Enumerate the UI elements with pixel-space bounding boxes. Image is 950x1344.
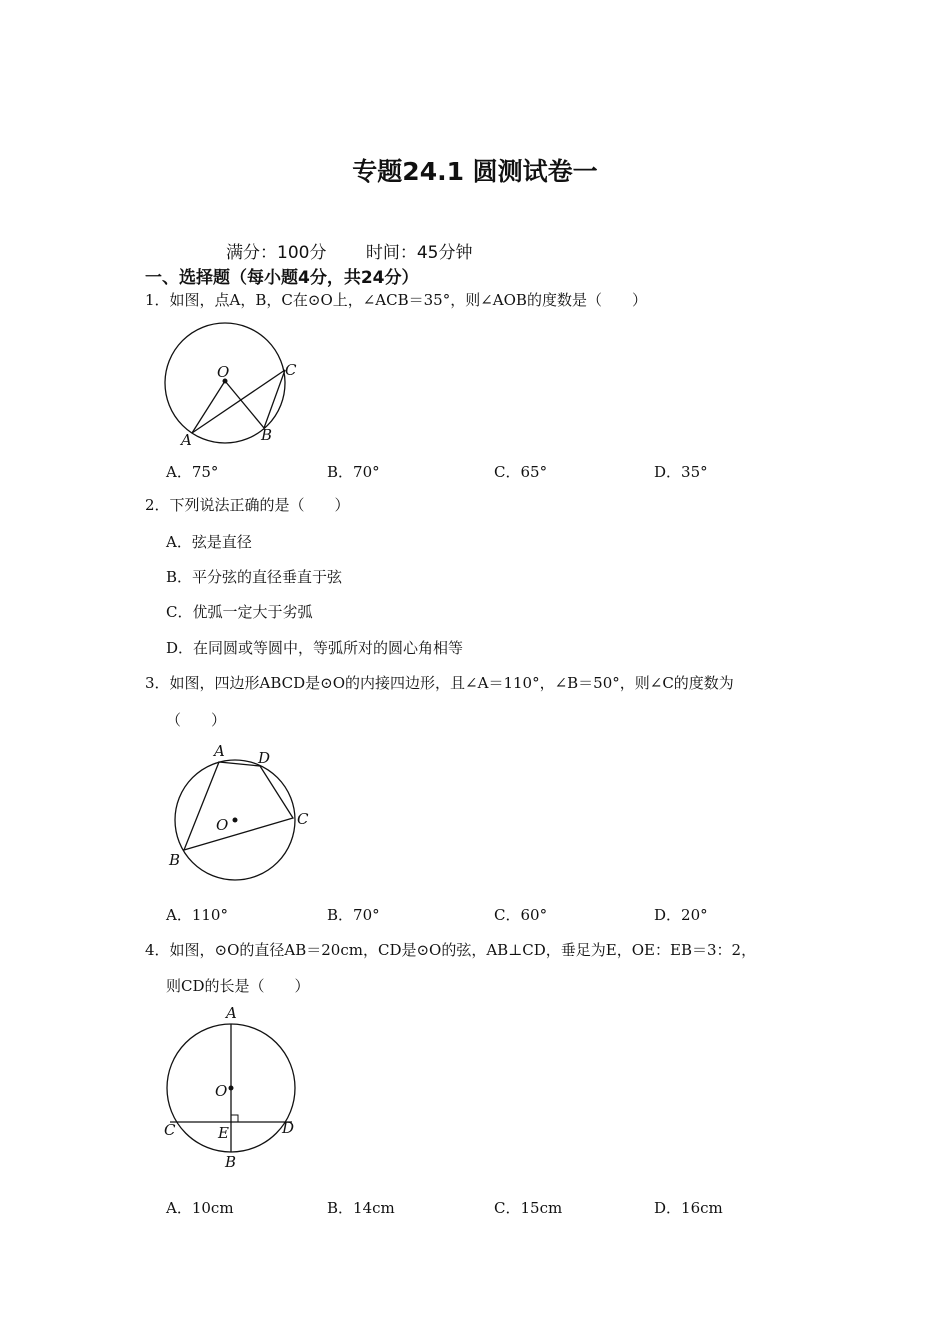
- q4-option-c[interactable]: C．15cm: [494, 1199, 563, 1217]
- q3-option-a[interactable]: A．110°: [166, 906, 228, 924]
- q2-option-a[interactable]: A．弦是直径: [166, 533, 252, 551]
- exam-meta: [226, 238, 507, 263]
- fig1-label-o: O: [217, 363, 230, 381]
- q4-option-a[interactable]: A．10cm: [166, 1199, 234, 1217]
- fig4-label-e: E: [218, 1124, 229, 1142]
- fig3-label-b: B: [169, 851, 181, 869]
- q4-option-b[interactable]: B．14cm: [327, 1199, 395, 1217]
- section-heading: 一、选择题（每小题4分，共24分）: [145, 268, 419, 288]
- question-4-stem: 4．如图，⊙O的直径AB＝20cm，CD是⊙O的弦，AB⊥CD，垂足为E，OE：EB＝3：2，: [145, 941, 757, 959]
- question-3-stem: 3．如图，四边形ABCD是⊙O的内接四边形，且∠A＝110°，∠B＝50°，则∠C的度数为: [145, 674, 734, 692]
- question-4-stem-cont: 则CD的长是（ ）: [166, 977, 310, 995]
- question-3-stem-cont: （ ）: [166, 711, 227, 729]
- q2-option-c[interactable]: C．优弧一定大于劣弧: [166, 603, 313, 621]
- q1-option-d[interactable]: D．35°: [654, 463, 708, 481]
- q1-option-c[interactable]: C．65°: [494, 463, 548, 481]
- page-title: 专题24.1 圆测试卷一: [352, 157, 598, 186]
- q4-option-d[interactable]: D．16cm: [654, 1199, 723, 1217]
- question-1-stem: 1．如图，点A，B，C在⊙O上，∠ACB＝35°，则∠AOB的度数是（ ）: [145, 291, 647, 309]
- q3-option-d[interactable]: D．20°: [654, 906, 708, 924]
- time-limit: 时间：45分钟: [365, 243, 473, 263]
- question-4-figure: [160, 1004, 310, 1176]
- fig4-label-d: D: [282, 1119, 295, 1137]
- fig3-label-a: A: [214, 742, 225, 760]
- fig1-label-c: C: [285, 361, 297, 379]
- full-score: 满分：100分: [226, 243, 327, 263]
- q2-option-b[interactable]: B．平分弦的直径垂直于弦: [166, 568, 343, 586]
- fig1-label-b: B: [261, 426, 273, 444]
- question-1-figure: [160, 318, 320, 453]
- fig4-label-c: C: [164, 1121, 176, 1139]
- fig3-label-c: C: [297, 810, 309, 828]
- question-2-stem: 2．下列说法正确的是（ ）: [145, 496, 350, 514]
- fig4-label-o: O: [215, 1082, 228, 1100]
- q1-option-a[interactable]: A．75°: [166, 463, 219, 481]
- q3-option-c[interactable]: C．60°: [494, 906, 548, 924]
- fig4-label-b: B: [225, 1153, 237, 1171]
- q3-option-b[interactable]: B．70°: [327, 906, 380, 924]
- fig3-label-d: D: [258, 749, 271, 767]
- q2-option-d[interactable]: D．在同圆或等圆中，等弧所对的圆心角相等: [166, 639, 464, 657]
- fig4-label-a: A: [226, 1004, 237, 1022]
- fig1-label-a: A: [181, 431, 192, 449]
- q1-option-b[interactable]: B．70°: [327, 463, 380, 481]
- question-3-figure: [160, 738, 330, 888]
- fig3-label-o: O: [216, 816, 229, 834]
